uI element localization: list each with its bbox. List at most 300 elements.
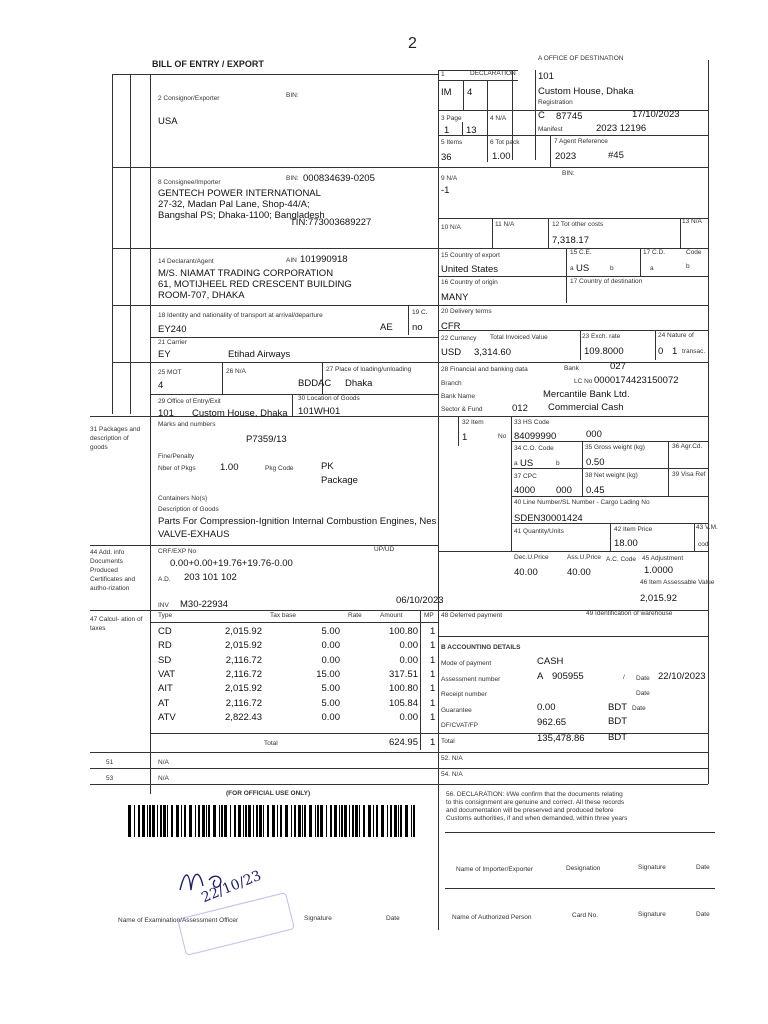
- tax-cell: 105.84: [388, 697, 418, 709]
- tax-cell: 100.80: [388, 626, 418, 637]
- nationality: AE: [380, 322, 393, 333]
- cpc-label: 37 CPC: [514, 473, 537, 480]
- crf-label: CRF/EXP No: [158, 548, 197, 555]
- bdt2: BDT: [608, 716, 627, 727]
- tax-cell: 2,015.92: [225, 640, 262, 652]
- consignor-bin-label: BIN:: [286, 92, 299, 99]
- taxes-label: 47 Calcul- ation of taxes: [90, 616, 143, 633]
- tax-cell: 1: [430, 683, 436, 695]
- totpack: 1.00: [492, 151, 511, 162]
- tax-cell: 1: [430, 626, 436, 637]
- date2-label: Date: [636, 690, 650, 697]
- official-label: (FOR OFFICIAL USE ONLY): [226, 790, 311, 797]
- tax-header: Type: [158, 612, 173, 619]
- barcode-bar: [277, 805, 278, 837]
- decl-num: 1: [441, 71, 445, 78]
- pkgs: 1.00: [220, 462, 239, 473]
- assess-no: 905955: [552, 671, 584, 682]
- ac-code-label: A.C. Code: [606, 556, 636, 563]
- mot-label: 25 MOT: [158, 369, 182, 376]
- date2-footer-label: Date: [386, 915, 400, 922]
- bankname: Mercantile Bank Ltd.: [543, 389, 630, 400]
- barcode-bar: [280, 805, 282, 837]
- ce-b: b: [610, 265, 614, 272]
- code-label: Code: [686, 249, 702, 256]
- tax-cell: 0.00: [321, 640, 340, 652]
- mode-label: Mode of payment: [441, 660, 492, 667]
- docs-label: 44 Add. info Documents Produced Certificates and autho-rization: [90, 549, 136, 593]
- carrier-code: EY: [158, 349, 171, 360]
- bdt3: BDT: [608, 732, 627, 743]
- agent-year: 2023: [555, 151, 577, 162]
- reg-date: 17/10/2023: [632, 109, 680, 120]
- footer-date-label: Date: [696, 864, 710, 871]
- reg-c: C: [538, 110, 545, 121]
- qty-label: 41 Quantity/Units: [514, 528, 564, 535]
- ass-price: 40.00: [567, 567, 591, 578]
- dfcvat: 962.65: [537, 717, 567, 728]
- tax-header: MP: [424, 612, 434, 619]
- dec-price: 40.00: [514, 567, 538, 578]
- barcode-bar: [198, 805, 200, 837]
- tax-cell: 2,116.72: [225, 668, 262, 680]
- assess-a: A: [537, 671, 544, 682]
- ain: 101990918: [300, 254, 348, 265]
- delivery-label: 20 Delivery terms: [441, 308, 492, 315]
- barcode-bar: [128, 805, 131, 837]
- adj: 1.0000: [644, 565, 674, 576]
- acc-total: 135,478.86: [537, 733, 585, 744]
- inv-label: INV: [158, 602, 169, 609]
- manifest-no: 2023 12196: [596, 123, 647, 134]
- tax-cell: 0.00: [321, 711, 340, 723]
- assess-no-label: Assessment number: [441, 676, 501, 683]
- tax-cell: 1: [430, 668, 436, 680]
- barcode-bar: [373, 805, 374, 837]
- other-costs: 7,318.17: [552, 235, 589, 246]
- pkgcode-label: Pkg Code: [265, 465, 294, 472]
- totpack-label: 6 Tot pack: [490, 139, 520, 146]
- ce-a: a: [570, 265, 574, 272]
- office-exit-label: 29 Office of Entry/Exit: [158, 398, 221, 405]
- tax-cell: 1: [430, 711, 436, 723]
- barcode-bar: [230, 805, 231, 837]
- barcode-bar: [157, 805, 158, 837]
- date3-footer-label: Date: [696, 911, 710, 918]
- barcode-bar: [381, 805, 384, 837]
- n51: 51: [106, 759, 114, 766]
- packages-label: 31 Packages and description of goods: [90, 426, 141, 452]
- barcode-bar: [298, 805, 301, 837]
- ad: 203 101 102: [184, 572, 237, 583]
- nature-label: 24 Nature of: [658, 332, 694, 339]
- barcode-bar: [294, 805, 296, 837]
- barcode-bar: [317, 805, 319, 837]
- tax-cell: 0.00: [399, 640, 418, 652]
- barcode-bar: [248, 805, 251, 837]
- tax-cell: VAT: [158, 668, 176, 680]
- agr-label: 36 Agr.Cd.: [672, 443, 703, 450]
- crf: 0.00+0.00+19.76+19.76-0.00: [170, 558, 293, 569]
- consignee-addr2: Bangshal PS; Dhaka-1100; Bangladesh: [158, 210, 325, 221]
- origin: MANY: [441, 292, 469, 303]
- tax-cell: 0.00: [399, 711, 418, 723]
- barcode-bar: [189, 805, 192, 837]
- barcode-bar: [309, 805, 312, 837]
- barcode-bar: [326, 805, 327, 837]
- tax-cell: CD: [158, 626, 172, 637]
- assess: 2,015.92: [640, 593, 677, 604]
- tax-cell: 2,015.92: [225, 626, 262, 637]
- guarantee-label: Guarantee: [441, 707, 472, 714]
- na4-label: 4 N/A: [490, 115, 507, 122]
- receipt-label: Receipt number: [441, 691, 487, 698]
- decl-im: IM: [441, 87, 452, 98]
- barcode-bar: [387, 805, 388, 837]
- hs-label: 33 HS Code: [514, 419, 550, 426]
- declarant-addr2: ROOM-707, DHAKA: [158, 290, 245, 301]
- nature-0: 0: [658, 346, 664, 357]
- location-label: 30 Location of Goods: [298, 395, 360, 402]
- net-label: 38 Net weight (kg): [585, 472, 638, 479]
- barcode-bar: [243, 805, 244, 837]
- line-label: 40 Line Number/SL Number - Cargo Lading No: [514, 499, 650, 506]
- barcode-bar: [405, 805, 408, 837]
- no-label: No: [498, 433, 507, 440]
- loading-code: BDDAC: [298, 378, 332, 389]
- tax-cell: 1: [430, 697, 436, 709]
- delivery: CFR: [441, 321, 461, 332]
- tax-cell: RD: [158, 640, 172, 652]
- barcode-bar: [176, 805, 179, 837]
- sector-label: Sector & Fund: [441, 406, 483, 413]
- dfcvat-label: DF/CVAT/FP: [441, 722, 478, 729]
- loading-city: Dhaka: [345, 378, 373, 389]
- invoice: 3,314.60: [474, 347, 511, 358]
- dec-price-label: Dec.U.Price: [514, 554, 549, 561]
- price-label: 42 Item Price: [614, 526, 653, 533]
- na9-value: -1: [441, 185, 450, 196]
- barcode-bar: [330, 805, 332, 837]
- barcode-bar: [263, 805, 264, 837]
- ass-price-label: Ass.U.Price: [567, 554, 601, 561]
- slash: /: [623, 674, 625, 681]
- declaration-label: DECLARATION: [470, 70, 516, 77]
- tax-cell: 0.00: [399, 654, 418, 666]
- mode: CASH: [537, 656, 564, 667]
- assess-date: 22/10/2023: [658, 671, 706, 682]
- na13-label: 13 N/A: [682, 218, 702, 225]
- tax-cell: ATV: [158, 711, 176, 723]
- cd-a: a: [650, 265, 654, 272]
- barcode-bar: [398, 805, 399, 837]
- transac: transac.: [682, 348, 706, 355]
- deferred-label: 48 Deferred payment: [441, 612, 503, 619]
- barcode-bar: [291, 805, 292, 837]
- tax-cell: AT: [158, 697, 170, 709]
- tax-cell: 2,116.72: [225, 654, 262, 666]
- pkgcode: PK: [321, 461, 334, 472]
- exch: 109.8000: [584, 346, 624, 357]
- barcode-bar: [147, 805, 148, 837]
- barcode-bar: [359, 805, 360, 837]
- tax-cell: 2,116.72: [225, 697, 262, 709]
- barcode-bar: [363, 805, 365, 837]
- inv: M30-22934: [180, 599, 229, 610]
- branch-label: Branch: [441, 380, 462, 387]
- bdt1: BDT: [608, 702, 627, 713]
- declarant-label: 14 Declarant/Agent: [158, 258, 214, 265]
- tax-cell: 5.00: [321, 626, 340, 637]
- c19: no: [412, 322, 423, 333]
- barcode-bar: [152, 805, 155, 837]
- barcode-bar: [400, 805, 402, 837]
- net: 0.45: [586, 485, 605, 496]
- na10-label: 10 N/A: [441, 224, 461, 231]
- tax-cell: 1: [430, 654, 436, 666]
- barcode-bar: [334, 805, 337, 837]
- barcode-bar: [411, 805, 412, 837]
- export-country: United States: [441, 264, 499, 275]
- barcode-bar: [253, 805, 254, 837]
- consignee-bin-label: BIN:: [286, 175, 299, 182]
- identity: EY240: [158, 324, 187, 335]
- barcode-bar: [302, 805, 303, 837]
- desc-label: Description of Goods: [158, 506, 219, 513]
- pkgs-label: Nber of Pkgs: [158, 465, 196, 472]
- bin2-label: BIN:: [562, 170, 575, 177]
- decl-4: 4: [467, 87, 473, 98]
- tax-total-mp: 1: [430, 737, 436, 748]
- page-mark: 2: [408, 35, 417, 52]
- gross-label: 35 Gross weight (kg): [585, 444, 645, 451]
- containers-label: Containers No(s): [158, 495, 208, 502]
- sig3-label: Signature: [638, 911, 666, 918]
- form-title: BILL OF ENTRY / EXPORT: [152, 59, 264, 69]
- fine-label: Fine/Penalty: [158, 453, 195, 460]
- cd-b: b: [686, 263, 690, 270]
- manifest-label: Manifest: [538, 126, 563, 133]
- importer-label: Name of Importer/Exporter: [456, 866, 533, 873]
- warehouse-label: 49 Identification of warehouse: [586, 610, 673, 617]
- consignee-tin: TIN:773003689227: [290, 217, 372, 228]
- handwritten-date: 22/10/23: [199, 867, 264, 907]
- consignee-bin: 000834639-0205: [303, 173, 375, 184]
- cpc: 4000: [514, 485, 536, 496]
- barcode-bar: [238, 805, 241, 837]
- barcode-bar: [352, 805, 354, 837]
- barcode-bar: [219, 805, 220, 837]
- cod: cod: [698, 541, 709, 548]
- na9-label: 9 N/A: [441, 175, 458, 182]
- assess-label: 46 Item Assessable Value: [640, 579, 715, 586]
- barcode-bar: [256, 805, 258, 837]
- consignor-country: USA: [158, 116, 178, 127]
- tax-cell: SD: [158, 654, 172, 666]
- declarant-name: M/S. NIAMAT TRADING CORPORATION: [158, 268, 334, 279]
- tax-total-label: Total: [264, 740, 278, 747]
- fin-label: 28 Financial and banking data: [441, 366, 528, 373]
- c19-label: 19 C.: [412, 309, 428, 316]
- adj-label: 45 Adjustment: [642, 555, 684, 562]
- consignee-name: GENTECH POWER INTERNATIONAL: [158, 188, 321, 199]
- co-a: a: [514, 460, 518, 467]
- carrier-label: 21 Carrier: [158, 339, 187, 346]
- bankname-label: Bank Name: [441, 393, 475, 400]
- barcode-bar: [368, 805, 371, 837]
- origin-label: 16 Country of origin: [441, 279, 498, 286]
- accounting-title: B ACCOUNTING DETAILS: [441, 644, 521, 651]
- barcode-bar: [245, 805, 247, 837]
- hs: 84099990: [514, 431, 557, 442]
- barcode-bar: [234, 805, 236, 837]
- currency: USD: [441, 347, 462, 358]
- barcode-bar: [142, 805, 145, 837]
- exch-label: 23 Exch. rate: [582, 333, 621, 340]
- inv-date: 06/10/2023: [396, 595, 444, 606]
- office-code: 101: [538, 71, 554, 82]
- bank-code: 027: [610, 361, 626, 372]
- barcode-bar: [171, 805, 173, 837]
- barcode-bar: [315, 805, 316, 837]
- tax-cell: 5.00: [321, 697, 340, 709]
- tax-cell: 317.51: [388, 668, 418, 680]
- barcode-bar: [272, 805, 275, 837]
- barcode-bar: [181, 805, 182, 837]
- consignee-label: 8 Consignee/Importer: [158, 179, 221, 186]
- guarantee: 0.00: [537, 702, 556, 713]
- designation-label: Designation: [566, 865, 601, 872]
- barcode-bar: [344, 805, 347, 837]
- na11-label: 11 N/A: [495, 221, 515, 228]
- na26-label: 26 N/A: [226, 368, 246, 375]
- n52: 52. N/A: [441, 755, 463, 762]
- barcode-bar: [195, 805, 196, 837]
- barcode-bar: [285, 805, 288, 837]
- authorized-label: Name of Authorized Person: [452, 914, 532, 921]
- barcode-bar: [138, 805, 140, 837]
- tax-cell: AIT: [158, 683, 173, 695]
- page-13: 13: [466, 125, 477, 136]
- invoice-label: Total Invoiced Value: [490, 334, 548, 341]
- reg-no: 87745: [556, 111, 583, 122]
- upud-label: UP/UD: [374, 546, 395, 553]
- ce-label: 15 C.E.: [570, 249, 592, 256]
- co-label: 34 C.O. Code: [514, 445, 554, 452]
- barcode-bar: [259, 805, 262, 837]
- tax-cell: 1: [430, 640, 436, 652]
- tax-cell: 2,015.92: [225, 683, 262, 695]
- tax-cell: 15.00: [316, 668, 340, 680]
- bank-label: Bank: [564, 365, 579, 372]
- office-exit-code: 101: [158, 408, 174, 419]
- tax-cell: 5.00: [321, 683, 340, 695]
- barcode-bar: [341, 805, 343, 837]
- barcode-bar: [390, 805, 392, 837]
- barcode-bar: [320, 805, 323, 837]
- na53: N/A: [158, 775, 169, 782]
- location: 101WH01: [298, 406, 341, 417]
- items: 36: [441, 152, 452, 163]
- other-costs-label: 12 Tot other costs: [552, 221, 604, 228]
- loading-label: 27 Place of loading/unloading: [326, 366, 412, 373]
- barcode-bar: [376, 805, 378, 837]
- declarant-addr1: 61, MOTIJHEEL RED CRESCENT BUILDING: [158, 279, 352, 290]
- barcode-bar: [134, 805, 135, 837]
- gross: 0.50: [586, 457, 605, 468]
- hs-ext: 000: [586, 429, 602, 440]
- tax-header: Rate: [348, 612, 362, 619]
- lcno-label: LC No: [574, 378, 593, 385]
- ain-label: AIN: [286, 257, 297, 264]
- barcode-bar: [224, 805, 227, 837]
- declaration-line-3: and documentation will be preserved and produced before: [446, 807, 614, 814]
- desc1: Parts For Compression-Ignition Internal Combustion Engines, Nes: [158, 516, 437, 527]
- nature-1: 1: [672, 346, 678, 357]
- agent-label: 7 Agent Reference: [554, 138, 608, 145]
- barcode-bar: [208, 805, 210, 837]
- n53: 53: [106, 775, 114, 782]
- ad-label: A.D.: [158, 576, 171, 583]
- registration-label: Registration: [538, 99, 573, 106]
- cpc-ext: 000: [556, 485, 572, 496]
- acc-total-label: Total: [441, 738, 455, 745]
- items-label: 5 Items: [441, 139, 463, 146]
- co: US: [520, 458, 534, 469]
- sig2-label: Signature: [304, 915, 332, 922]
- tax-cell: 100.80: [388, 683, 418, 695]
- line: SDEN30001424: [514, 513, 583, 524]
- barcode-bar: [394, 805, 397, 837]
- page-1: 1: [444, 125, 450, 136]
- signature-label: Signature: [638, 864, 666, 871]
- tax-cell: 2,822.43: [225, 711, 262, 723]
- currency-label: 22 Currency: [441, 335, 477, 342]
- tax-total: 624.95: [388, 737, 418, 748]
- desc2: VALVE-EXHAUS: [158, 529, 230, 540]
- tax-header: Tax base: [270, 612, 297, 619]
- marks: P7359/13: [246, 434, 287, 445]
- barcode-bar: [149, 805, 151, 837]
- identity-label: 18 Identity and nationality of transport at arrival/departure: [158, 312, 323, 319]
- declaration-line-4: Customs authorities, if and when demanded, within three years: [446, 815, 628, 822]
- tax-header: Amount: [380, 612, 403, 619]
- office-destination-label: A OFFICE OF DESTINATION: [538, 55, 624, 62]
- na51: N/A: [158, 759, 169, 766]
- barcode-bar: [304, 805, 306, 837]
- mot: 4: [158, 380, 164, 391]
- ce-us: US: [576, 263, 590, 274]
- fund: Commercial Cash: [548, 402, 624, 413]
- date-label: Date: [636, 675, 650, 682]
- export-country-label: 15 Country of export: [441, 252, 500, 259]
- item-label: 32 Item: [462, 419, 484, 426]
- examiner-label: Name of Examination/Assessment Officer: [118, 917, 239, 924]
- office-name: Custom House, Dhaka: [538, 86, 634, 97]
- barcode-bar: [184, 805, 186, 837]
- page-label: 3 Page: [441, 115, 462, 122]
- cd-label: 17 C.D.: [643, 249, 666, 256]
- barcode-bar: [167, 805, 168, 837]
- pkgdesc: Package: [321, 475, 358, 486]
- barcode: [128, 805, 418, 837]
- co-b: b: [556, 460, 560, 467]
- agent-ref: #45: [608, 150, 624, 161]
- dest-label: 17 Country of destination: [570, 278, 643, 285]
- office-exit-name: Custom House, Dhaka: [192, 408, 288, 419]
- declaration-line-2: to this consignment are genuine and correct. All these records: [446, 799, 625, 806]
- barcode-bar: [267, 805, 269, 837]
